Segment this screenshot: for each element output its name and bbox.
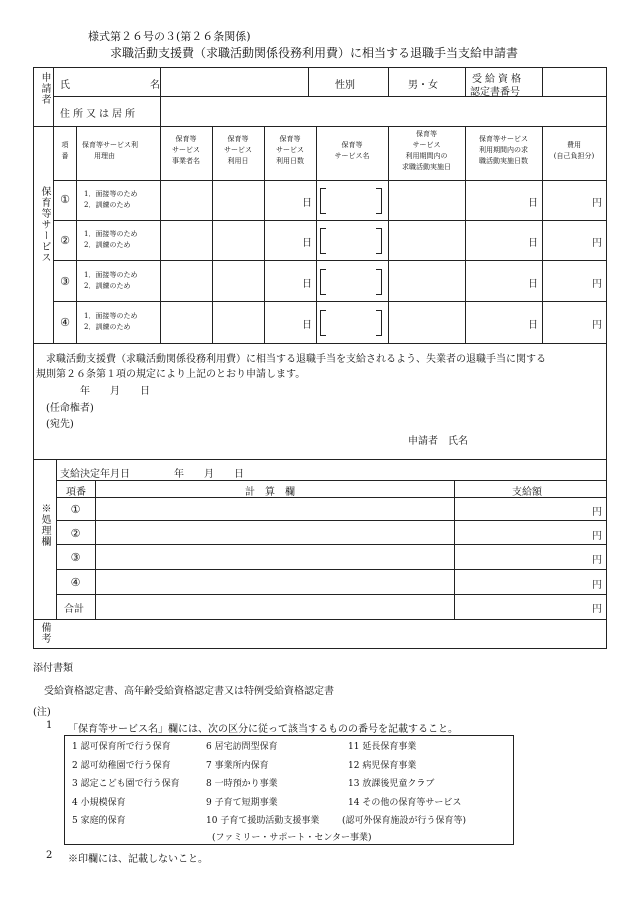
header-use-date: 保育等 サービス 利用日 [224,135,252,165]
header-item: 項 番 [61,141,69,160]
decision-date-label: 支給決定年月日 [60,469,130,480]
addressee-label: (宛先) [46,419,74,430]
header-use-days: 保育等 サービス 利用日数 [276,135,304,165]
total-label: 合計 [64,604,84,615]
processing-row-num: ② [70,527,81,540]
service-name-bracket[interactable] [320,188,382,214]
category-extra: (ファミリー・サポート・センター事業) [212,833,372,843]
service-name-bracket[interactable] [320,228,382,254]
service-name-bracket[interactable] [320,269,382,295]
decision-date-value: 年 月 日 [174,469,244,480]
header-service-name: 保育等 サービス名 [334,141,370,160]
sex-value: 男・女 [408,80,438,91]
service-name-bracket[interactable] [320,310,382,336]
categories-col-2: 6 居宅訪問型保育 7 事業所内保育 8 一時預かり事業 9 子育て短期事業 10 子育て援助活動支援事業 [206,742,320,826]
yen-unit: 円 [592,507,602,518]
cert-label-1: 受給資格 [472,74,524,85]
yen-unit: 円 [592,555,602,566]
categories-col-3: 11 延長保育事業 12 病児保育事業 13 放課後児童クラブ 14 その他の保育等サービス (認可外保育施設が行う保育等) [342,742,467,826]
yen-unit: 円 [592,531,602,542]
applicant-name-label: 申請者 氏名 [408,436,468,447]
processing-row-num: ① [70,503,81,516]
header-provider: 保育等 サービス 事業者名 [172,135,200,165]
header-cost: 費用 (自己負担分) [553,141,595,160]
notes-heading: (注) [33,707,51,718]
attachments-text: 受給資格認定書、高年齢受給資格認定書又は特例受給資格認定書 [44,686,334,697]
sex-label: 性別 [335,80,355,91]
declaration-date: 年 月 日 [80,386,150,397]
col-calc-header: 計 算 欄 [245,487,295,498]
categories-col-1: 1 認可保育所で行う保育 2 認可幼稚園で行う保育 3 認定こども園で行う保育 4 小規模保育 5 家庭的保育 [72,742,180,826]
header-activity-date: 保育等 サービス 利用期間内の 求職活動実施日 [402,130,451,171]
processing-row-num: ③ [70,551,81,564]
col-item-header: 項番 [66,487,86,498]
note-2-text: ※印欄には、記載しないこと。 [68,854,208,865]
form-number: 様式第２６号の３(第２６条関係) [88,30,251,43]
yen-unit: 円 [592,580,602,591]
document-title: 求職活動支援費（求職活動関係役務利用費）に相当する退職手当支給申請書 [110,46,519,60]
remarks-label: 備考 [39,622,50,644]
declaration-line-2: 規則第２６条第１項の規定により上記のとおり申請します。 [36,369,306,380]
attachments-heading: 添付書類 [33,663,73,674]
applicant-section-label: 申請者 [39,72,50,105]
yen-unit: 円 [592,604,602,615]
col-amount-header: 支給額 [512,487,542,498]
note-1-text: 「保育等サービス名」欄には、次の区分に従って該当するものの番号を記載すること。 [68,724,458,735]
name-label: 氏 名 [60,80,160,91]
address-label: 住所又は居所 [60,109,138,120]
declaration-line-1: 求職活動支援費（求職活動関係役務利用費）に相当する退職手当を支給されるよう、失業者の退職手当に関する [46,354,546,365]
service-section-label: 保育等サービス [39,186,50,263]
note-1-number: 1 [46,720,53,731]
cert-label-2: 認定書番号 [470,87,520,98]
processing-row-num: ④ [70,576,81,589]
header-reason: 保育等サービス利 用理由 [82,141,138,160]
appointer-label: (任命権者) [46,403,94,414]
header-activity-days: 保育等サービス 利用期間内の求 職活動実施日数 [479,135,528,165]
note-2-number: 2 [46,850,53,861]
processing-section-label: ※処理欄 [39,503,50,547]
